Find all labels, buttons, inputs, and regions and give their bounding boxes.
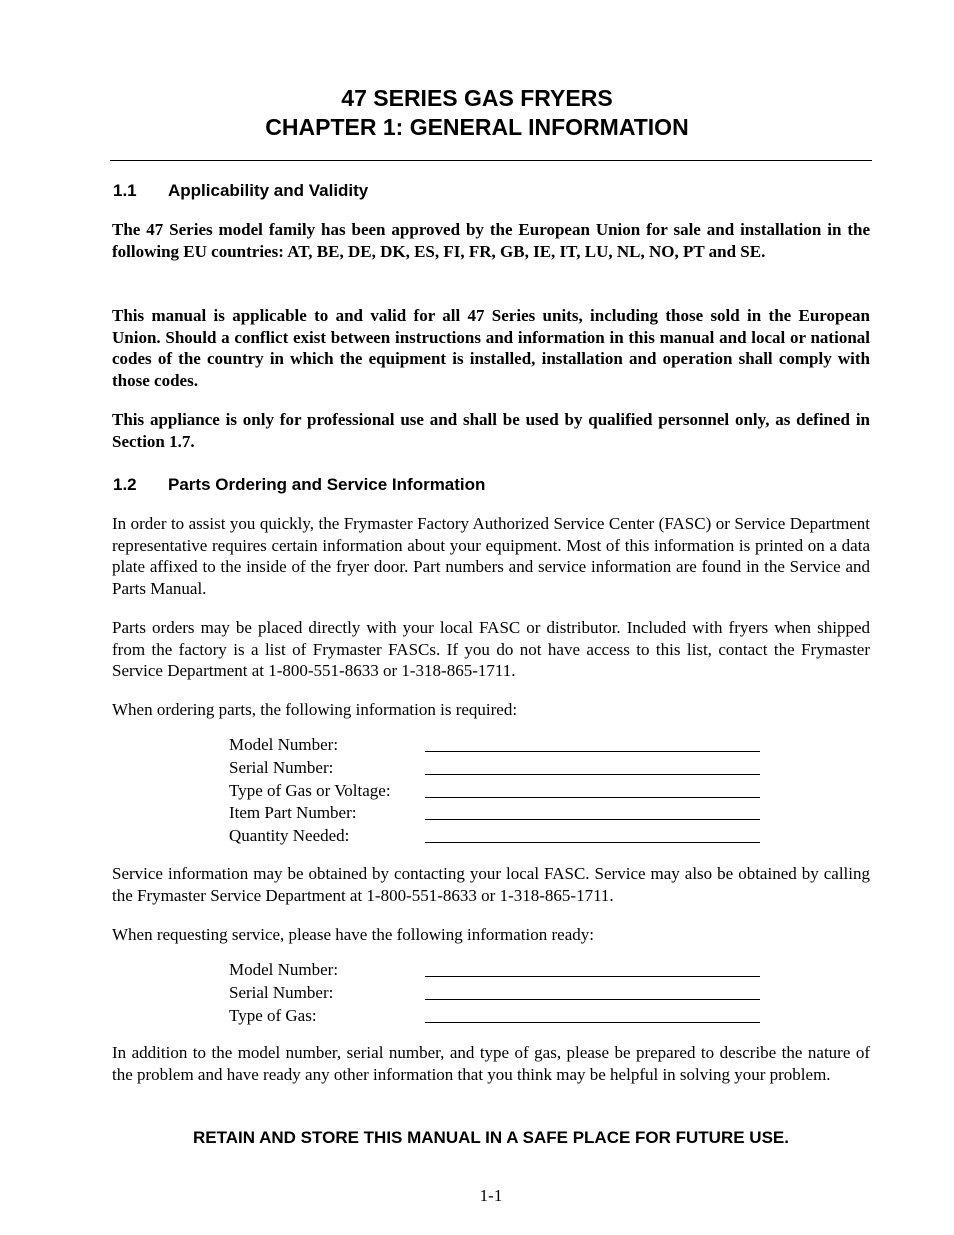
- form-row: [229, 781, 769, 804]
- form-row: [229, 803, 769, 826]
- form-row: [229, 735, 769, 758]
- form-row: [229, 1006, 769, 1029]
- service-info-paragraph: Service information may be obtained by contacting your local FASC. Service may also be obtained by calling the Frymaster Service Department at 1-800-551-8633 or 1-318-865-1711.: [112, 864, 870, 905]
- form-row: [229, 826, 769, 849]
- fill-in-line: [425, 819, 760, 820]
- section-number: 1.1: [113, 181, 137, 200]
- fasc-paragraph: In order to assist you quickly, the Frymaster Factory Authorized Service Center (FASC) or Service Department representative requires certain information about your equipment. Most of this information is printed on a data plate affixed to the inside of the fryer door. Part numbers and service information are found in the Service and Parts Manual.: [112, 514, 870, 598]
- parts-orders-paragraph: Parts orders may be placed directly with your local FASC or distributor. Included with fryers when shipped from the factory is a list of Frymaster FASCs. If you do not have access to this list, contact the Frymaster Service Department at 1-800-551-8633 or 1-318-865-1711.: [112, 618, 870, 681]
- fill-in-line: [425, 842, 760, 843]
- service-request-form: [229, 960, 769, 1028]
- parts-order-form: [229, 735, 769, 849]
- document-title: 47 SERIES GAS FRYERS: [341, 85, 613, 111]
- section-title: Applicability and Validity: [168, 181, 369, 200]
- section-1-2-heading: [113, 474, 485, 496]
- page-number: 1-1: [479, 1186, 503, 1205]
- fill-in-line: [425, 976, 760, 977]
- form-label: Serial Number:: [229, 757, 334, 777]
- form-label: Serial Number:: [229, 982, 334, 1002]
- problem-description-paragraph: In addition to the model number, serial number, and type of gas, please be prepared to describe the nature of the problem and have ready any other information that you think may be helpful in solving your problem.: [112, 1043, 870, 1084]
- form-label: Quantity Needed:: [229, 826, 350, 846]
- fill-in-line: [425, 751, 760, 752]
- section-number: 1.2: [113, 475, 137, 494]
- form-row: [229, 758, 769, 781]
- form-label: Model Number:: [229, 960, 339, 979]
- form-label: Item Part Number:: [229, 803, 357, 823]
- section-1-1-heading: [113, 180, 368, 202]
- section-title: Parts Ordering and Service Information: [168, 475, 486, 494]
- form-row: [229, 983, 769, 1006]
- professional-use-paragraph: This appliance is only for professional use and shall be used by qualified personnel only, as defined in Section 1.7.: [112, 410, 870, 451]
- form-label: Type of Gas:: [229, 1005, 317, 1025]
- form-label: Model Number:: [229, 735, 339, 754]
- fill-in-line: [425, 797, 760, 798]
- eu-approval-paragraph: The 47 Series model family has been approved by the European Union for sale and installation in the following EU countries: AT, BE, DE, DK, ES, FI, FR, GB, IE, IT, LU, NL, NO, PT and SE.: [112, 220, 870, 261]
- chapter-title: CHAPTER 1: GENERAL INFORMATION: [265, 114, 689, 140]
- fill-in-line: [425, 774, 760, 775]
- form-label: Type of Gas or Voltage:: [229, 780, 391, 800]
- retain-manual-notice: RETAIN AND STORE THIS MANUAL IN A SAFE PLACE FOR FUTURE USE.: [193, 1128, 789, 1147]
- form-row: [229, 960, 769, 983]
- validity-paragraph: This manual is applicable to and valid for all 47 Series units, including those sold in the European Union. Should a conflict exist between instructions and information in this manual and local or national codes of the country in which the equipment is installed, installation and operation shall comply with those codes.: [112, 306, 870, 390]
- parts-info-intro: When ordering parts, the following information is required:: [112, 700, 518, 719]
- fill-in-line: [425, 1022, 760, 1023]
- fill-in-line: [425, 999, 760, 1000]
- service-info-intro: When requesting service, please have the following information ready:: [112, 925, 594, 944]
- title-divider: [110, 160, 872, 161]
